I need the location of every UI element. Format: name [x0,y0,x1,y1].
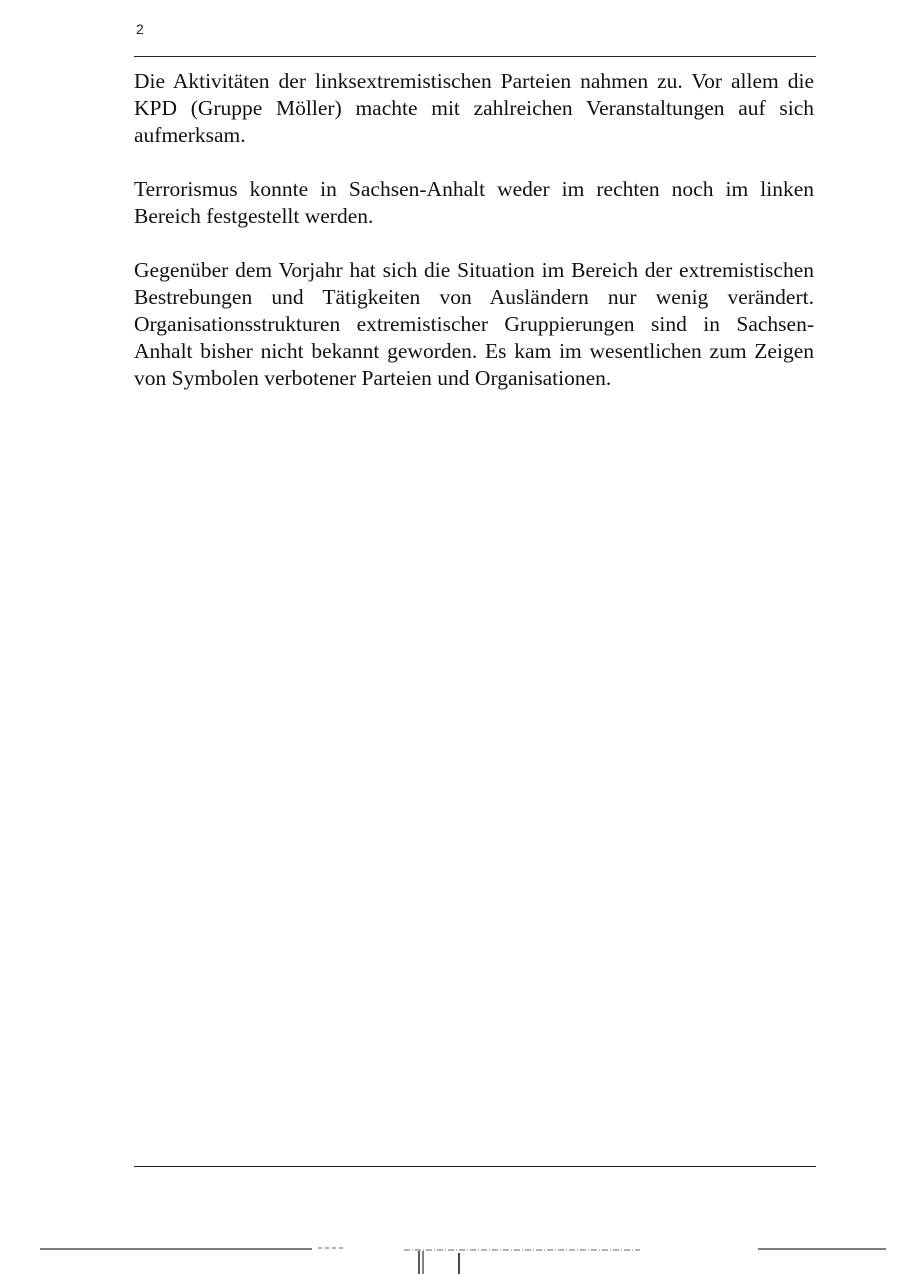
header-rule [134,56,816,57]
paragraph-foreigners-extremism: Gegenüber dem Vorjahr hat sich die Situation im Bereich der extremistischen Bestrebungen und Tätigkeiten von Ausländern nur wenig verändert. Organisationsstrukturen extremistischer Gruppierungen sind in Sachsen-Anhalt bisher nicht bekannt geworden. Es kam im wesentlichen zum Zeigen von Symbolen verbotener Parteien und Organisationen. [134,258,814,390]
paragraph-left-wing-activities: Die Aktivitäten der linksextremistischen Parteien nahmen zu. Vor allem die KPD (Gruppe Möller) machte mit zahlreichen Veranstaltungen auf sich aufmerksam. [134,69,814,147]
scan-edge-artifacts [0,1236,900,1274]
footer-rule [134,1166,816,1167]
paragraph-terrorism: Terrorismus konnte in Sachsen-Anhalt weder im rechten noch im linken Bereich festgestellt werden. [134,177,814,228]
page-number: 2 [136,21,144,37]
body-text [134,68,814,419]
